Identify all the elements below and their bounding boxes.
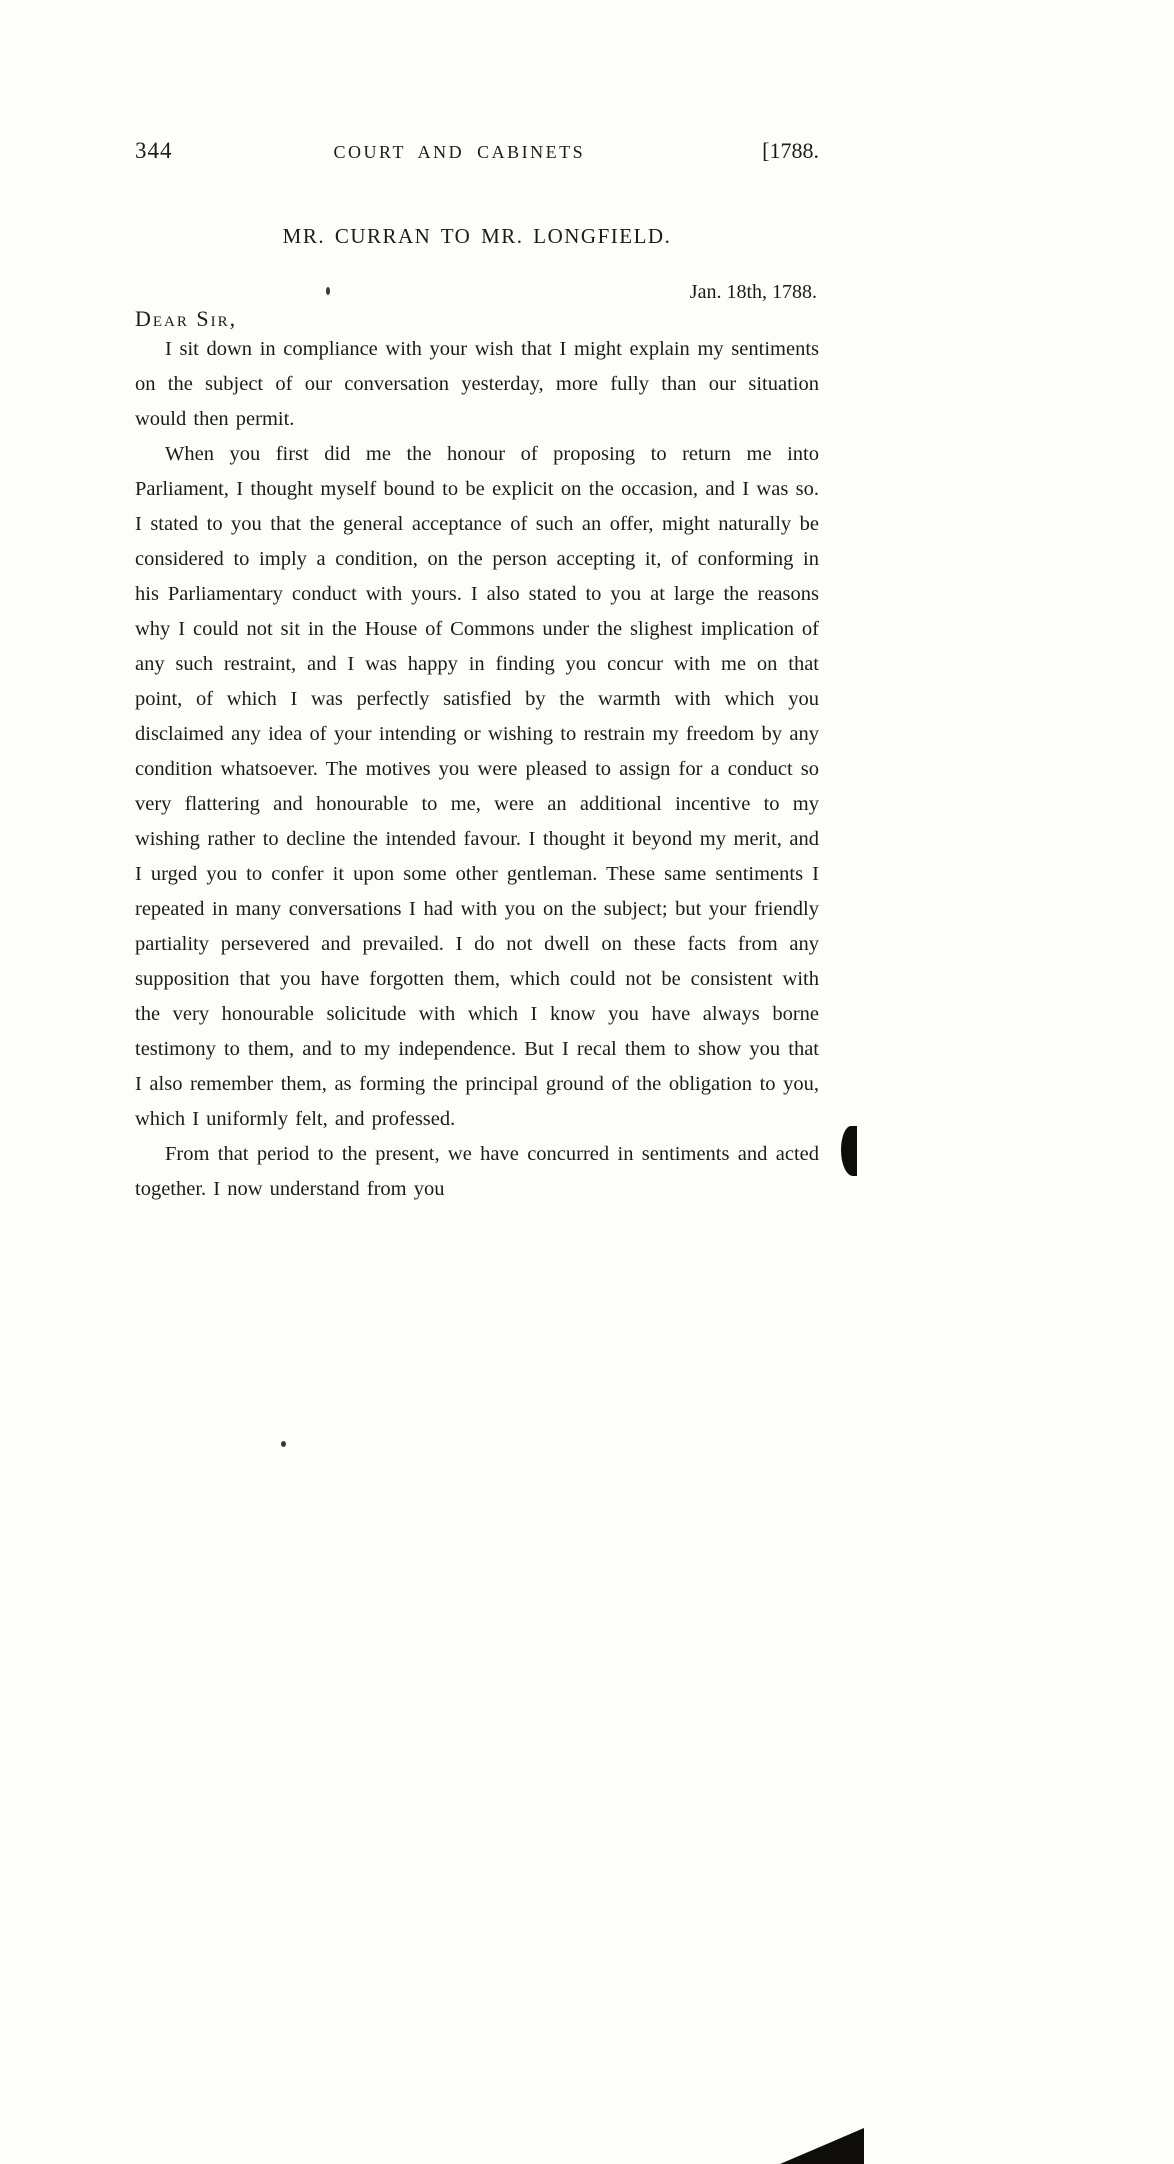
speck-artifact — [326, 287, 330, 295]
letter-title: MR. CURRAN TO MR. LONGFIELD. — [282, 224, 672, 248]
year-label: [1788. — [762, 138, 819, 163]
ink-blot-artifact — [841, 1126, 857, 1176]
speck-artifact — [281, 1441, 286, 1447]
running-title: COURT AND CABINETS — [333, 142, 586, 162]
letter-date: Jan. 18th, 1788. — [689, 281, 817, 303]
paragraph: From that period to the present, we have concurred in sentiments and acted together. I now understand from you — [135, 1143, 819, 1200]
letter-body — [135, 332, 819, 1207]
paragraph: I sit down in compliance with your wish that I might explain my sentiments on the subject of our conversation yesterday, more fully than our situation would then permit. — [135, 338, 819, 430]
paragraph: When you first did me the honour of proposing to return me into Parliament, I thought myself bound to be explicit on the occasion, and I was so. I stated to you that the general acceptance of such an offer, might naturally be considered to imply a condition, on the person accepting it, of conforming in his Parliamentary conduct with yours. I also stated to you at large the reasons why I could not sit in the House of Commons under the slighest implication of any such restraint, and I was happy in finding you concur with me on that point, of which I was perfectly satisfied by the warmth with which you disclaimed any idea of your intending or wishing to restrain my freedom by any condition whatsoever. The motives you were pleased to assign for a conduct so very flattering and honourable to me, were an additional incentive to my wishing rather to decline the intended favour. I thought it beyond my merit, and I urged you to confer it upon some other gentleman. These same sentiments I repeated in many conversations I had with you on the subject; but your friendly partiality persevered and prevailed. I do not dwell on these facts from any supposition that you have forgotten them, which could not be consistent with the very honourable solicitude with which I know you have always borne testimony to them, and to my independence. But I recal them to show you that I also remember them, as forming the principal ground of the obligation to you, which I uniformly felt, and professed. — [135, 443, 819, 1130]
text-block — [135, 138, 819, 1207]
running-header — [135, 138, 819, 164]
ink-wedge-artifact — [780, 2128, 864, 2164]
salutation: Dear Sir, — [135, 306, 238, 331]
page-number: 344 — [135, 138, 173, 163]
